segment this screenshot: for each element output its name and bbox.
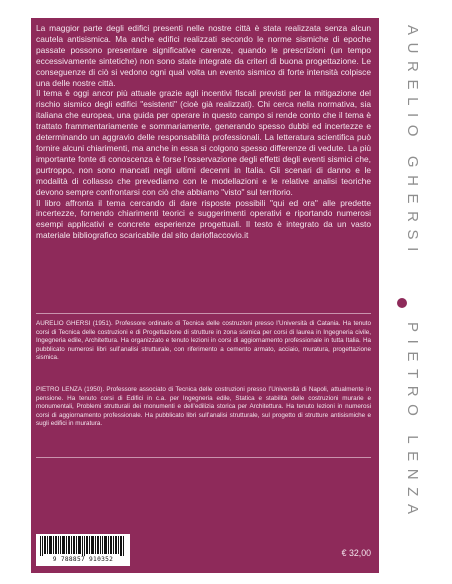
divider-bottom: [36, 457, 371, 458]
blurb: [36, 23, 371, 241]
spine-author-ghersi: AURELIO GHERSI: [404, 25, 421, 259]
blurb-paragraph-1: La maggior parte degli edifici presenti nelle nostre città è stata realizzata senza alcun cautela antisismica. Ma anche edifici realizzati secondo le norme sismiche di epoche passate possono presentare significative carenze, quando le prescrizioni (un tempo eccessivamente sintetiche) non sono state integrate da criteri di buona progettazione. Le conseguenze di ciò si vedono ogni qual volta un evento sismico di forte intensità colpisce una delle nostre città.: [36, 23, 371, 88]
spine-author-lenza: PIETRO LENZA: [404, 322, 421, 522]
spine-dot-icon: [397, 298, 407, 308]
blurb-paragraph-2: Il tema è oggi ancor più attuale grazie agli incentivi fiscali previsti per la mitigazione del rischio sismico degli edifici "esistenti" (cioè già realizzati). Chi cerca nella normativa, sia italiana che europea, una guida per operare in questo campo si rende conto che il tema è trattato frammentariamente e sommariamente, generando spesso dubbi ed incertezze e determinando un aggravio delle responsabilità professionali. La letteratura scientifica può fornire alcuni chiarimenti, ma anche in essa si colgono spesso differenze di vedute. La più importante fonte di conoscenza è forse l’osservazione degli effetti degli eventi sismici che, purtroppo, non sono mancati negli ultimi decenni in Italia. Gli scenari di danno e le modalità di collasso che prevediamo con le modellazioni e le relative analisi teoriche devono sempre confrontarsi con ciò che abbiamo "visto" sul territorio.: [36, 88, 371, 197]
divider-top: [36, 313, 371, 314]
isbn-number: 9 788857 910352: [52, 556, 114, 563]
isbn-barcode: [36, 534, 130, 566]
back-cover-panel: [31, 18, 379, 573]
author-bio-ghersi: AURELIO GHERSI (1951). Professore ordinario di Tecnica delle costruzioni presso l’Università di Catania. Ha tenuto corsi di Tecnica delle costruzioni e di Progettazione di strutture in zona sismica per corsi di laurea in Ingegneria civile, Ingegneria edile, Architettura. Ha organizzato e tenuto lezioni in corsi di aggiornamento professionale in tutta Italia. Ha pubblicato numerosi libri sull’analisi strutturale, con riferimento a cemento armato, acciaio, muratura, progettazione sismica.: [36, 320, 371, 362]
blurb-paragraph-3: Il libro affronta il tema cercando di dare risposte possibili "qui ed ora" alle predette incertezze, fornendo chiarimenti teorici e suggerimenti operativi e riportando numerosi esempi applicativi e concrete esperienze progettuali. Il testo è integrato da un vasto materiale bibliografico scaricabile dal sito darioflaccovio.it: [36, 197, 371, 241]
price: € 32,00: [341, 548, 371, 558]
author-bio-lenza: PIETRO LENZA (1950). Professore associato di Tecnica delle costruzioni presso l’Università di Napoli, attualmente in pensione. Ha tenuto corsi di Edifici in c.a. per Ingegneria edile, Statica e stabilità delle costruzioni murarie e monumentali, Problemi strutturali dei monumenti e dell’edilizia storica per Architettura. Ha tenuto lezioni in numerosi corsi di aggiornamento professionale. Ha pubblicato libri sull’analisi strutturale, sul progetto di strutture antisismiche e sugli edifici in muratura.: [36, 386, 371, 428]
barcode-bars-icon: [40, 536, 126, 556]
